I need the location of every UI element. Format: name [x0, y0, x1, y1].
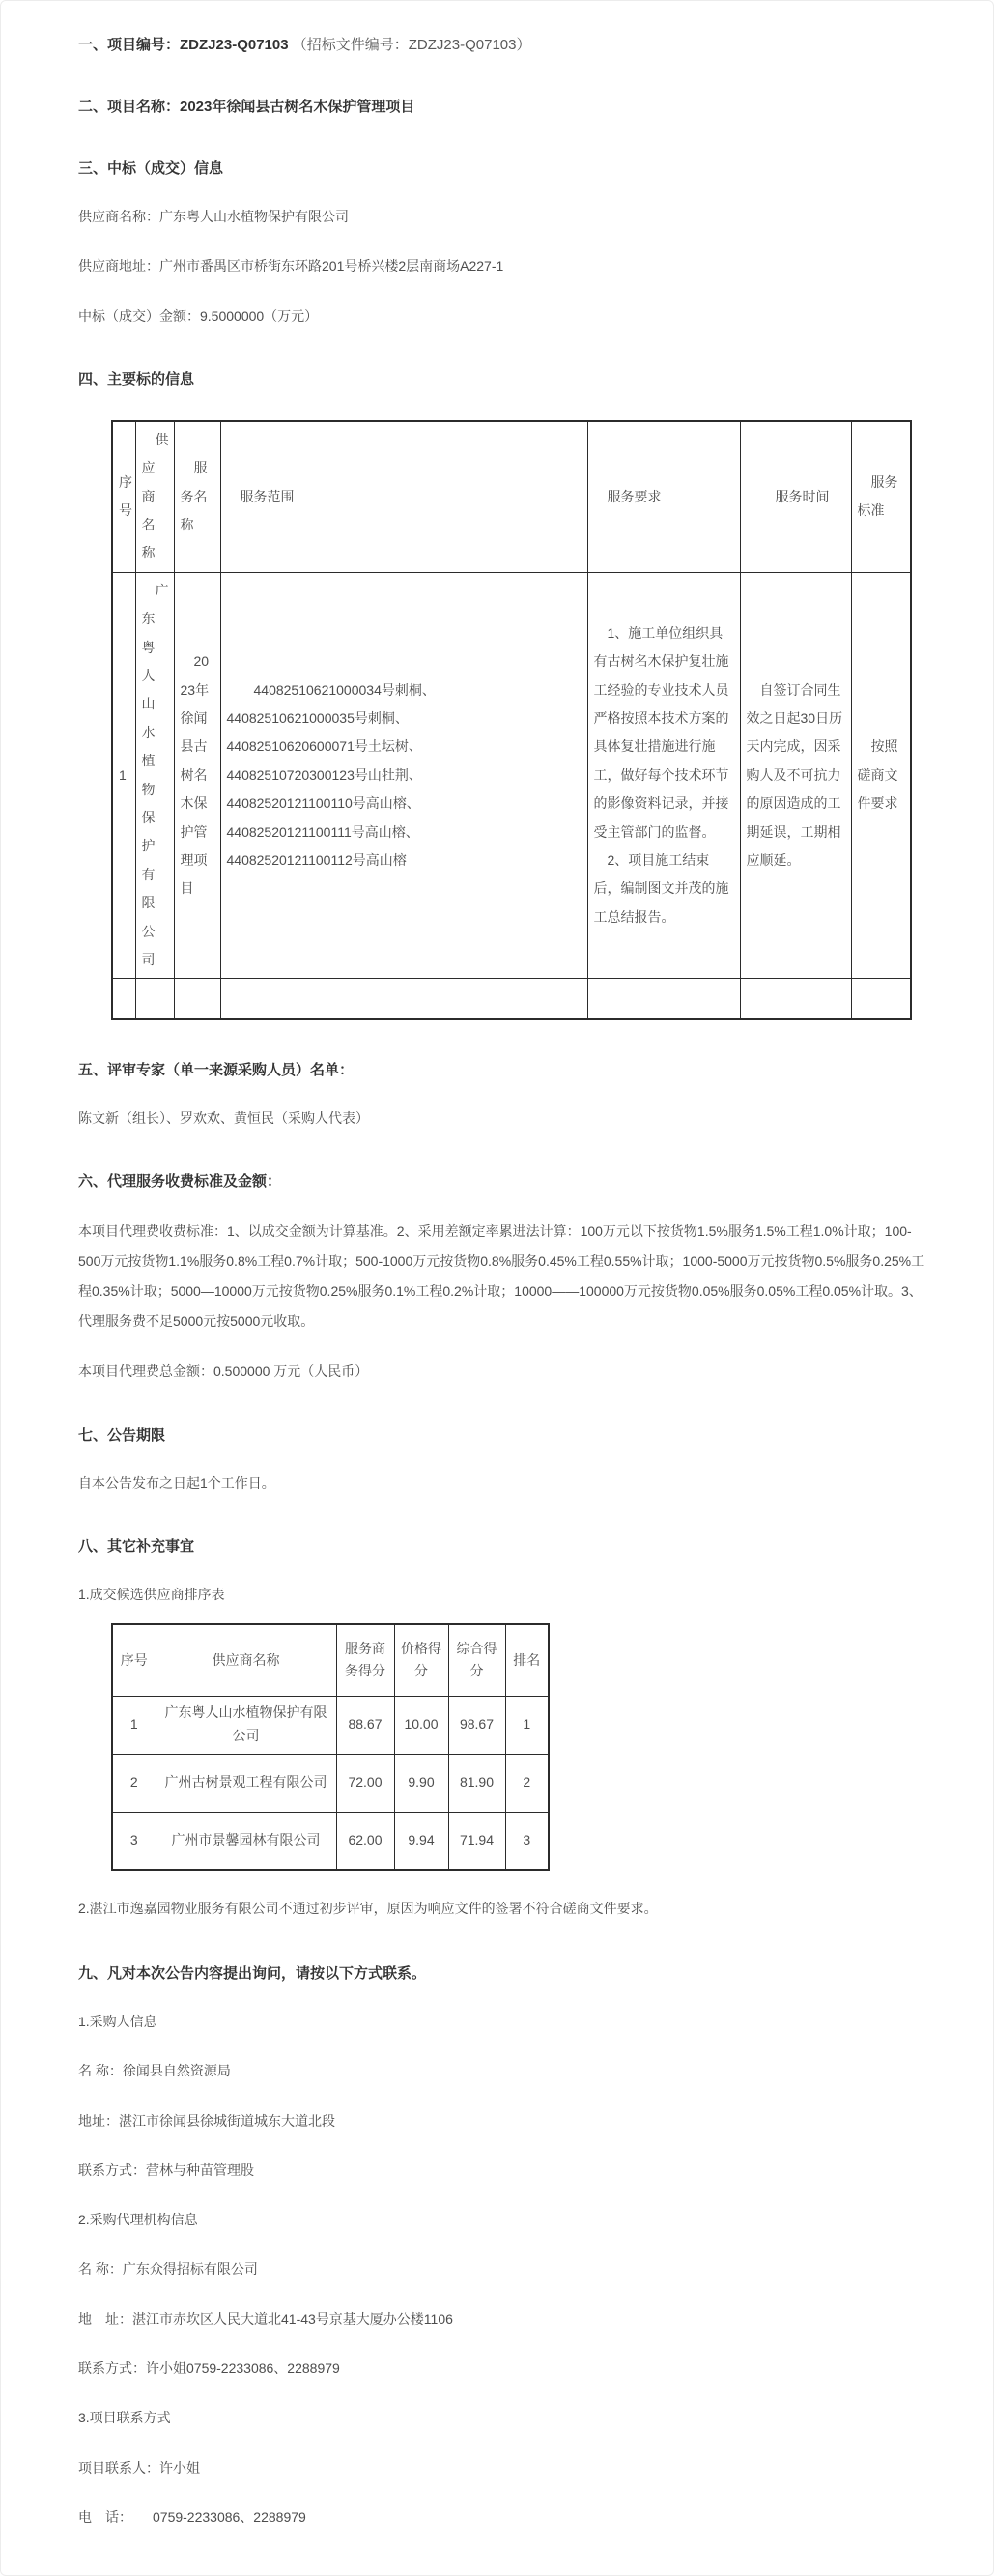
empty-cell [112, 979, 135, 1019]
scope-line: 44082510621000034号刺桐、 [253, 681, 436, 698]
scope-line: 44082510720300123号山牡荆、 [226, 766, 422, 783]
scope-line: 44082510620600071号土坛树、 [226, 738, 422, 755]
header-service-name: 服务名称 [174, 421, 220, 572]
tender-doc-number-note: （招标文件编号：ZDZJ23-Q07103） [292, 37, 531, 53]
section-heading-supplementary: 八、其它补充事宜 [78, 1537, 195, 1555]
award-amount-line: 中标（成交）金额：9.5000000（万元） [78, 307, 319, 324]
scope-line: 44082520121100112号高山榕 [226, 852, 407, 869]
section-heading-project-number [78, 34, 925, 57]
rejected-supplier-note: 2.湛江市逸嘉园物业服务有限公司不通过初步评审，原因为响应文件的签署不符合磋商文件要求。 [78, 1901, 658, 1917]
header-service-scope: 服务范围 [220, 421, 587, 572]
agency-fee-standard: 本项目代理费收费标准：1、以成交金额为计算基准。2、采用差额定率累进法计算：100万元以下按货物1.5%服务1.5%工程1.0%计取；100-500万元按货物1.1%服务0.8%工程0.7%计取；500-1000万元按货物0.8%服务0.45%工程0.55%计取；1000-5000万元按货物0.5%服务0.25%工程0.35%计取；5000—10000万元按货物0.25%服务0.1%工程0.2%计取；10000——100000万元按货物0.05%服务0.05%工程0.05%计取。3、代理服务费不足5000元按5000元收取。 [78, 1223, 925, 1329]
cell-service-requirement [587, 572, 740, 978]
section-heading-experts: 五、评审专家（单一来源采购人员）名单： [78, 1061, 355, 1078]
rank-supplier: 广州市景馨园林有限公司 [156, 1812, 336, 1870]
rank-value: 1 [505, 1696, 549, 1754]
header-service-time: 服务时间 [740, 421, 851, 572]
contact-line: 地址：湛江市徐闻县徐城街道城东大道北段 [78, 2112, 335, 2129]
contact-line: 3.项目联系方式 [78, 2410, 171, 2426]
ranking-row [112, 1754, 549, 1812]
cell-service-scope [220, 572, 587, 978]
supplier-name-line: 供应商名称：广东粤人山水植物保护有限公司 [78, 209, 349, 224]
scope-line: 44082520121100110号高山榕、 [226, 795, 420, 812]
ranking-table-header-row [112, 1624, 549, 1696]
total-score: 98.67 [448, 1696, 505, 1754]
empty-cell [220, 979, 587, 1019]
business-score: 88.67 [336, 1696, 394, 1754]
rank-supplier: 广东粤人山水植物保护有限公司 [156, 1696, 336, 1754]
total-score: 71.94 [448, 1812, 505, 1870]
header-service-standard: 服务标准 [851, 421, 911, 572]
section-heading-contact: 九、凡对本次公告内容提出询问，请按以下方式联系。 [78, 1964, 427, 1982]
total-score: 81.90 [448, 1754, 505, 1812]
empty-cell [135, 979, 174, 1019]
contact-line: 电 话： 0759-2233086、2288979 [78, 2508, 306, 2525]
header-service-requirement: 服务要求 [587, 421, 740, 572]
empty-cell [587, 979, 740, 1019]
contact-line: 联系方式：许小姐0759-2233086、2288979 [78, 2361, 340, 2377]
notice-period-text: 自本公告发布之日起1个工作日。 [78, 1474, 275, 1491]
main-subject-table-data-row [112, 572, 911, 978]
main-subject-table-header-row [112, 421, 911, 572]
empty-cell [851, 979, 911, 1019]
ranking-row [112, 1812, 549, 1870]
section-heading-main-subject: 四、主要标的信息 [78, 370, 195, 387]
project-number-value: ZDZJ23-Q07103 [180, 37, 289, 53]
experts-list: 陈文新（组长）、罗欢欢、黄恒民（采购人代表） [78, 1109, 369, 1126]
cell-service-name: 2023年徐闻县古树名木保护管理项目 [174, 572, 220, 978]
ranking-row [112, 1696, 549, 1754]
rank-seq: 2 [112, 1754, 156, 1812]
main-subject-table [111, 420, 912, 1020]
cell-service-time [740, 572, 851, 978]
header-supplier: 供应商名称 [135, 421, 174, 572]
section-heading-project-name: 二、项目名称：2023年徐闻县古树名木保护管理项目 [78, 99, 415, 115]
project-number-label: 一、项目编号： [78, 37, 181, 53]
header-total-score: 综合得分 [448, 1624, 505, 1696]
contact-line: 地 址：湛江市赤坎区人民大道北41-43号京基大厦办公楼1106 [78, 2310, 453, 2327]
ranking-table-title: 1.成交候选供应商排序表 [78, 1586, 225, 1602]
empty-cell [740, 979, 851, 1019]
agency-fee-total: 本项目代理费总金额：0.500000 万元（人民币） [78, 1363, 369, 1380]
rank-value: 3 [505, 1812, 549, 1870]
header-rank: 排名 [505, 1624, 549, 1696]
contact-line: 1.采购人信息 [78, 2013, 157, 2029]
price-score: 9.90 [394, 1754, 448, 1812]
supplier-address-line: 供应商地址：广州市番禺区市桥街东环路201号桥兴楼2层南商场A227-1 [78, 258, 504, 274]
main-subject-table-empty-row [112, 979, 911, 1019]
rank-value: 2 [505, 1754, 549, 1812]
header-rank-supplier: 供应商名称 [156, 1624, 336, 1696]
header-business-score: 服务商务得分 [336, 1624, 394, 1696]
business-score: 62.00 [336, 1812, 394, 1870]
contact-line: 联系方式：营林与种苗管理股 [78, 2161, 254, 2178]
section-heading-notice-period: 七、公告期限 [78, 1426, 166, 1444]
contact-line: 名 称：徐闻县自然资源局 [78, 2063, 231, 2079]
header-price-score: 价格得分 [394, 1624, 448, 1696]
cell-service-standard: 按照磋商文件要求 [851, 572, 911, 978]
candidate-ranking-table [111, 1623, 550, 1871]
rank-seq: 3 [112, 1812, 156, 1870]
section-heading-award-info: 三、中标（成交）信息 [78, 160, 224, 177]
service-time-text: 自签订合同生效之日起30日历天内完成，因采购人及不可抗力的原因造成的工期延误，工期相应顺延。 [746, 681, 843, 869]
cell-seq: 1 [112, 572, 135, 978]
header-seq: 序号 [112, 421, 135, 572]
requirement-item: 1、施工单位组织具有古树名木保护复壮施工经验的专业技术人员严格按照本技术方案的具体复壮措施进行施工，做好每个技术环节的影像资料记录，并接受主管部门的监督。 [593, 624, 729, 840]
empty-cell [174, 979, 220, 1019]
business-score: 72.00 [336, 1754, 394, 1812]
scope-line: 44082510621000035号刺桐、 [226, 710, 409, 727]
contact-line: 项目联系人：许小姐 [78, 2459, 200, 2476]
rank-seq: 1 [112, 1696, 156, 1754]
section-heading-agency-fee: 六、代理服务收费标准及金额： [78, 1173, 282, 1190]
scope-line: 44082520121100111号高山榕、 [226, 823, 419, 840]
contact-line: 名 称：广东众得招标有限公司 [78, 2261, 258, 2277]
contact-line: 2.采购代理机构信息 [78, 2212, 198, 2228]
cell-supplier: 广东粤人山水植物保护有限公司 [135, 572, 174, 978]
requirement-item: 2、项目施工结束后，编制图文并茂的施工总结报告。 [593, 852, 729, 925]
price-score: 9.94 [394, 1812, 448, 1870]
header-rank-seq: 序号 [112, 1624, 156, 1696]
rank-supplier: 广州古树景观工程有限公司 [156, 1754, 336, 1812]
price-score: 10.00 [394, 1696, 448, 1754]
